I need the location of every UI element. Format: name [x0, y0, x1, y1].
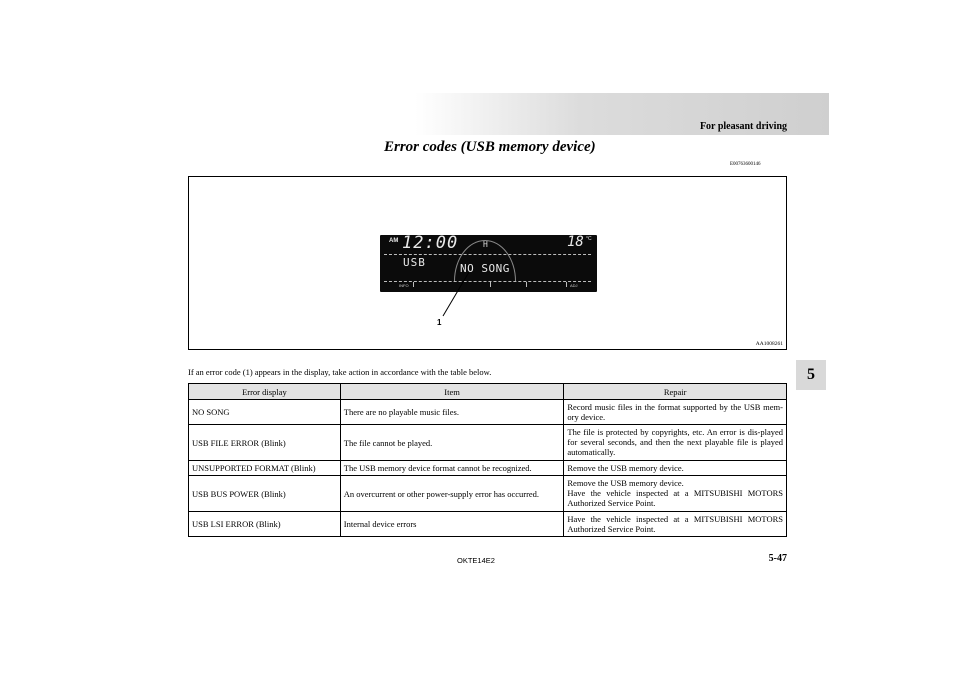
intro-text: If an error code (1) appears in the display, take action in accordance with the table below.: [188, 367, 492, 377]
repair-cell: Have the vehicle inspected at a MITSUBISHI MOTORS Authorized Service Point.: [564, 512, 787, 537]
item-cell: The file cannot be played.: [340, 425, 564, 461]
section-title: For pleasant driving: [699, 121, 787, 132]
clock-readout: 12:00: [402, 233, 459, 253]
callout-number: 1: [437, 318, 442, 327]
error-display-cell: USB BUS POWER (Blink): [189, 476, 341, 512]
repair-cell: Remove the USB memory device.: [564, 461, 787, 476]
table-row: [189, 512, 787, 537]
am-indicator: AM: [389, 238, 399, 244]
figure-code: AA1008261: [755, 341, 783, 347]
error-message: NO SONG: [460, 262, 510, 275]
table-row: [189, 425, 787, 461]
page-title: Error codes (USB memory device): [384, 139, 596, 155]
item-cell: There are no playable music files.: [340, 400, 564, 425]
footer-code: OKTE14E2: [457, 556, 495, 565]
repair-cell: Remove the USB memory device. Have the vehicle inspected at a MITSUBISHI MOTORS Authorized Service Point.: [564, 476, 787, 512]
column-header: Repair: [564, 384, 787, 400]
source-indicator: USB: [403, 256, 426, 269]
error-display-cell: USB FILE ERROR (Blink): [189, 425, 341, 461]
table-row: [189, 476, 787, 512]
item-cell: An overcurrent or other power-supply error has occurred.: [340, 476, 564, 512]
error-display-cell: USB LSI ERROR (Blink): [189, 512, 341, 537]
document-code: E00763600146: [730, 162, 761, 167]
table-header-row: [189, 384, 787, 400]
table-row: [189, 400, 787, 425]
page-number: 5-47: [768, 553, 787, 564]
info-label: INFO: [399, 283, 409, 288]
temperature-unit: °C: [586, 236, 592, 242]
error-display-cell: UNSUPPORTED FORMAT (Blink): [189, 461, 341, 476]
column-header: Item: [340, 384, 564, 400]
adj-label: ADJ: [570, 283, 578, 288]
repair-cell: The file is protected by copyrights, etc. An error is dis-played for several seconds, and then the next playable file is played automatically.: [564, 425, 787, 461]
table-row: [189, 461, 787, 476]
item-cell: The USB memory device format cannot be recognized.: [340, 461, 564, 476]
item-cell: Internal device errors: [340, 512, 564, 537]
callout-leader-line: [189, 177, 788, 351]
error-code-table: [188, 383, 787, 537]
arc-indicator: H: [483, 240, 488, 249]
display-figure: [188, 176, 787, 350]
error-display-cell: NO SONG: [189, 400, 341, 425]
column-header: Error display: [189, 384, 341, 400]
repair-cell: Record music files in the format supported by the USB mem-ory device.: [564, 400, 787, 425]
temperature-readout: 18: [567, 234, 584, 250]
chapter-tab: 5: [796, 360, 826, 390]
